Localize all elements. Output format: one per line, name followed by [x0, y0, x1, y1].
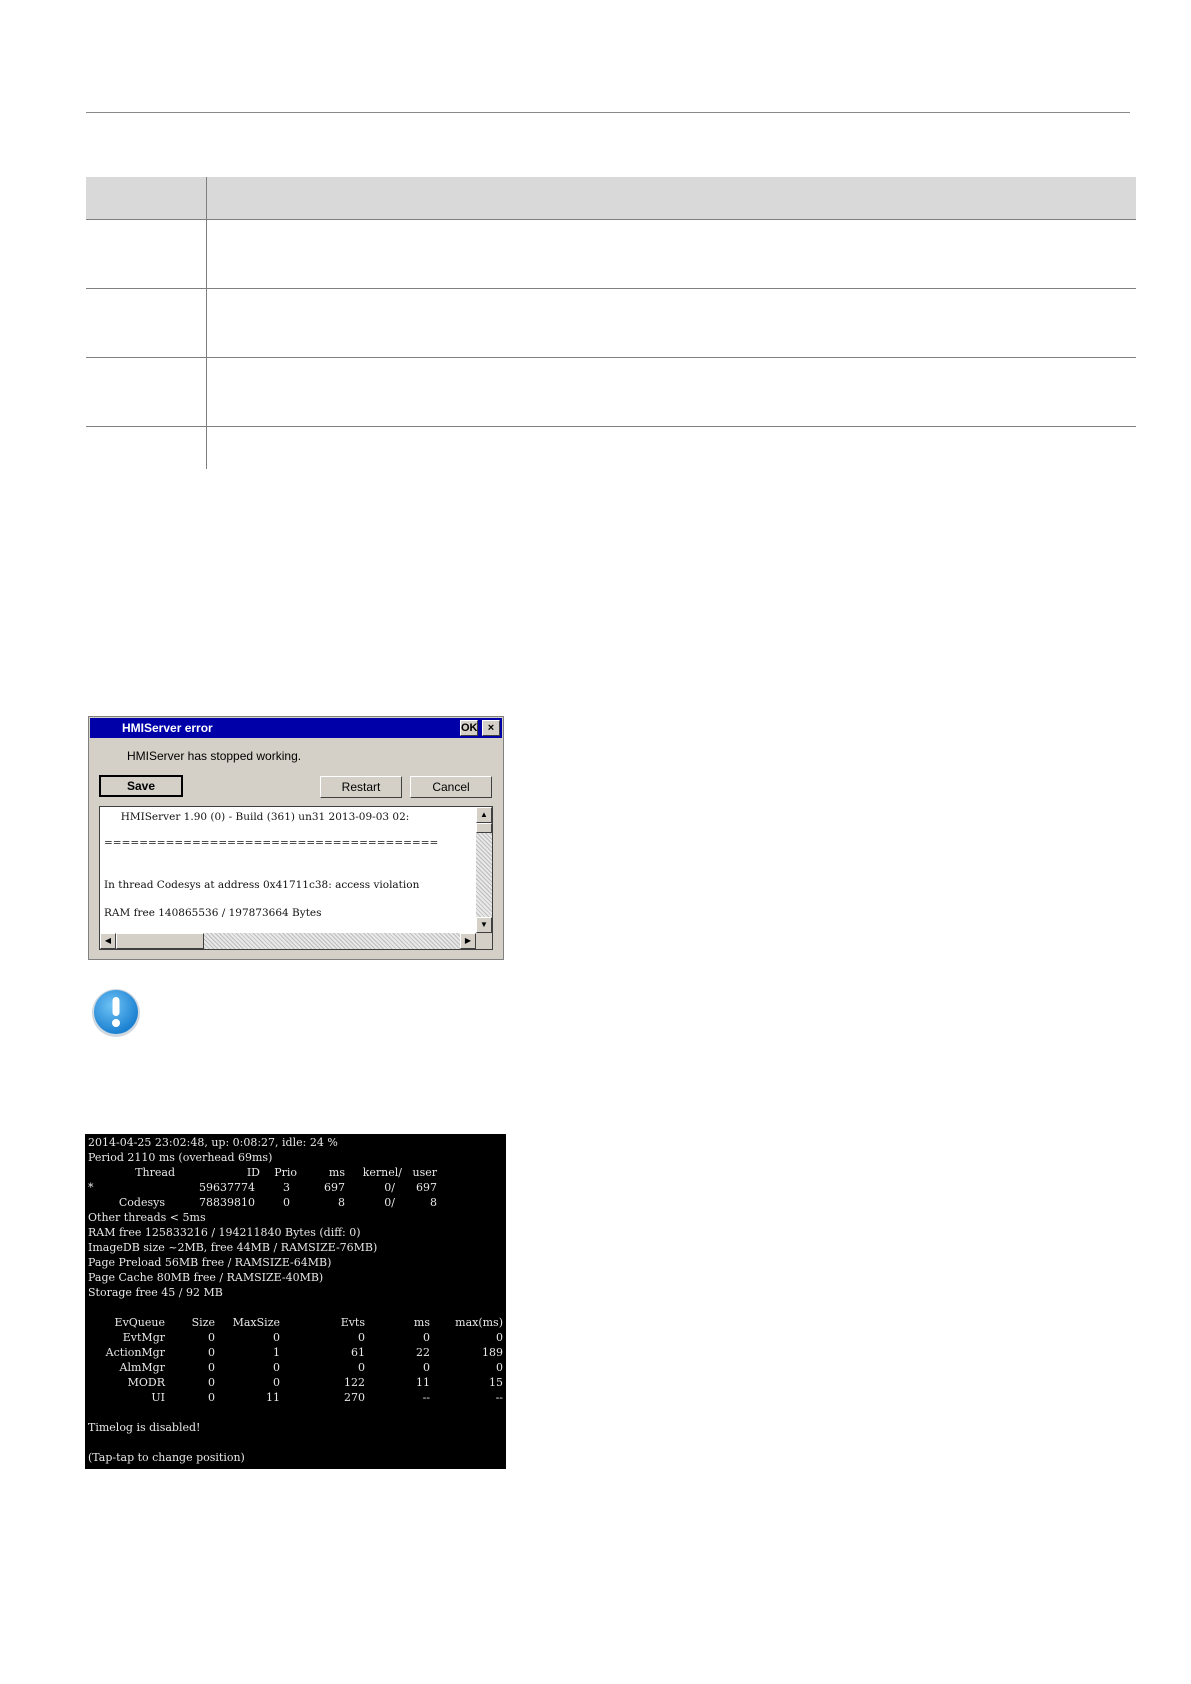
table-row [86, 427, 1136, 469]
evts-cell: 61 [351, 1346, 365, 1359]
thread-column-header: Thread [135, 1166, 175, 1179]
table-row [86, 289, 1136, 358]
thread-ms-cell: 8 [338, 1196, 345, 1209]
evts-cell: 0 [358, 1331, 365, 1344]
ms-cell: 0 [423, 1331, 430, 1344]
log-line: In thread Codesys at address 0x41711c38: access violation [104, 879, 420, 891]
table-header [86, 177, 1136, 220]
size-cell: 0 [208, 1361, 215, 1374]
hmiserver-error-dialog [88, 716, 504, 960]
evts-cell: 270 [344, 1391, 365, 1404]
user-column-header: user [412, 1166, 437, 1179]
evts-column-header: Evts [340, 1316, 365, 1329]
evts-cell: 122 [344, 1376, 365, 1389]
kernel-column-header: kernel/ [362, 1166, 402, 1179]
scroll-left-icon[interactable]: ◀ [100, 933, 116, 949]
evqueue-cell: ActionMgr [105, 1346, 165, 1359]
maxsize-cell: 0 [273, 1331, 280, 1344]
scrollbar-corner [476, 933, 492, 949]
console-line: Page Preload 56MB free / RAMSIZE-64MB) [88, 1256, 332, 1269]
console-line: Page Cache 80MB free / RAMSIZE-40MB) [88, 1271, 324, 1284]
dialog-title-bar [90, 718, 502, 738]
thread-name-cell: * [88, 1181, 94, 1194]
maxms-cell: 15 [489, 1376, 503, 1389]
ms-cell: 0 [423, 1361, 430, 1374]
size-column-header: Size [191, 1316, 215, 1329]
evqueue-cell: MODR [127, 1376, 165, 1389]
ms-column-header: ms [328, 1166, 345, 1179]
table-row [86, 358, 1136, 427]
thread-kernel-cell: 0/ [384, 1196, 395, 1209]
cancel-button[interactable]: Cancel [410, 776, 492, 798]
console-line: 2014-04-25 23:02:48, up: 0:08:27, idle: 24 % [88, 1136, 338, 1149]
ms-column-header: ms [413, 1316, 430, 1329]
ms-cell: 11 [416, 1376, 430, 1389]
scroll-up-icon[interactable]: ▲ [476, 807, 492, 823]
size-cell: 0 [208, 1331, 215, 1344]
evts-cell: 0 [358, 1361, 365, 1374]
close-icon[interactable]: × [482, 720, 500, 736]
vertical-scrollbar[interactable] [476, 807, 492, 933]
thread-id-cell: 78839810 [199, 1196, 255, 1209]
size-cell: 0 [208, 1391, 215, 1404]
header-rule [86, 112, 1130, 113]
prio-column-header: Prio [274, 1166, 297, 1179]
thread-prio-cell: 3 [283, 1181, 290, 1194]
thread-name-cell: Codesys [118, 1196, 165, 1209]
maxsize-cell: 1 [273, 1346, 280, 1359]
empty-table [86, 177, 1136, 469]
thread-id-cell: 59637774 [199, 1181, 255, 1194]
maxms-cell: 189 [482, 1346, 503, 1359]
thread-user-cell: 697 [416, 1181, 437, 1194]
thread-user-cell: 8 [430, 1196, 437, 1209]
size-cell: 0 [208, 1346, 215, 1359]
vertical-scroll-thumb[interactable] [476, 823, 492, 833]
size-cell: 0 [208, 1376, 215, 1389]
maxms-cell: -- [495, 1391, 503, 1404]
dialog-title: HMIServer error [122, 721, 213, 735]
console-line: Timelog is disabled! [88, 1421, 201, 1434]
evqueue-cell: EvtMgr [122, 1331, 165, 1344]
error-log-textbox[interactable] [99, 806, 493, 950]
ms-cell: 22 [416, 1346, 430, 1359]
ok-title-button[interactable]: OK [461, 722, 478, 734]
console-line: Storage free 45 / 92 MB [88, 1286, 223, 1299]
table-row [86, 220, 1136, 289]
maxms-column-header: max(ms) [455, 1316, 503, 1329]
maxms-cell: 0 [496, 1361, 503, 1374]
evqueue-cell: UI [151, 1391, 165, 1404]
save-button[interactable]: Save [99, 775, 183, 797]
diagnostic-console[interactable] [85, 1134, 506, 1469]
evqueue-column-header: EvQueue [114, 1316, 165, 1329]
log-line: ====================================== [104, 837, 439, 849]
console-line: Period 2110 ms (overhead 69ms) [88, 1151, 273, 1164]
console-line: (Tap-tap to change position) [88, 1451, 245, 1464]
maxsize-cell: 0 [273, 1361, 280, 1374]
exclamation-info-icon [90, 986, 142, 1038]
log-line: HMIServer 1.90 (0) - Build (361) un31 2013-09-03 02: [104, 811, 410, 823]
maxms-cell: 0 [496, 1331, 503, 1344]
maxsize-cell: 0 [273, 1376, 280, 1389]
thread-prio-cell: 0 [283, 1196, 290, 1209]
console-line: RAM free 125833216 / 194211840 Bytes (diff: 0) [88, 1226, 361, 1239]
maxsize-cell: 11 [266, 1391, 280, 1404]
evqueue-cell: AlmMgr [119, 1361, 165, 1374]
horizontal-scrollbar[interactable] [100, 933, 476, 949]
ms-cell: -- [422, 1391, 430, 1404]
horizontal-scroll-thumb[interactable] [116, 933, 204, 949]
scroll-right-icon[interactable]: ▶ [460, 933, 476, 949]
console-line: ImageDB size ~2MB, free 44MB / RAMSIZE-76MB) [88, 1241, 378, 1254]
thread-kernel-cell: 0/ [384, 1181, 395, 1194]
thread-ms-cell: 697 [324, 1181, 345, 1194]
console-line: Other threads < 5ms [88, 1211, 206, 1224]
maxsize-column-header: MaxSize [232, 1316, 280, 1329]
log-line: RAM free 140865536 / 197873664 Bytes [104, 907, 322, 919]
dialog-message: HMIServer has stopped working. [127, 749, 302, 763]
restart-button[interactable]: Restart [320, 776, 402, 798]
scroll-down-icon[interactable]: ▼ [476, 917, 492, 933]
id-column-header: ID [246, 1166, 260, 1179]
